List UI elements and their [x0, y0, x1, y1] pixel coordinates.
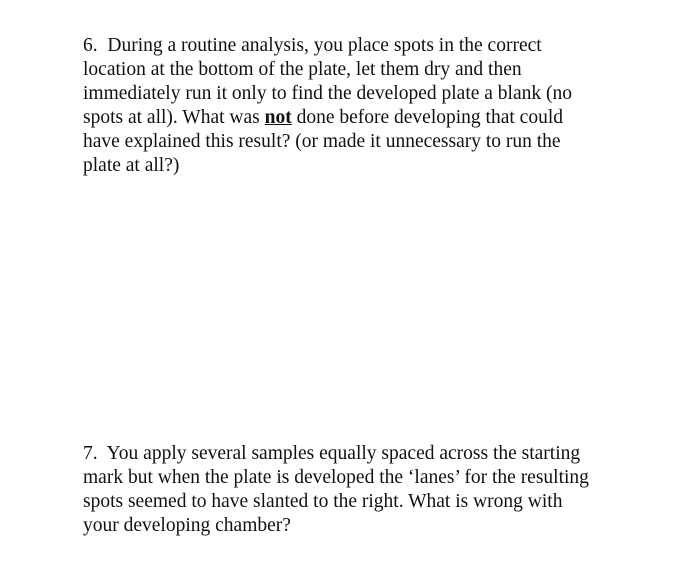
- question-6-line-4: spots at all). What was not done before developing that could: [83, 107, 563, 128]
- emphasized-not: not: [264, 107, 292, 128]
- question-6-line-3: immediately run it only to find the developed plate a blank (no: [83, 83, 572, 104]
- question-7: [83, 442, 643, 538]
- question-7-line-3: spots seemed to have slanted to the right. What is wrong with: [83, 491, 563, 512]
- question-7-line-1: 7. You apply several samples equally spaced across the starting: [83, 443, 581, 464]
- question-6-line-2: location at the bottom of the plate, let them dry and then: [83, 59, 522, 80]
- question-7-number: 7.: [83, 443, 98, 464]
- question-7-line-2: mark but when the plate is developed the ‘lanes’ for the resulting: [83, 467, 589, 488]
- question-6-line-5: have explained this result? (or made it unnecessary to run the: [83, 131, 561, 152]
- question-6-line-1: 6. During a routine analysis, you place spots in the correct: [83, 35, 542, 56]
- question-6-line-6: plate at all?): [83, 155, 180, 176]
- question-7-line-4: your developing chamber?: [83, 515, 291, 536]
- question-6: [83, 34, 643, 178]
- question-6-number: 6.: [83, 35, 98, 56]
